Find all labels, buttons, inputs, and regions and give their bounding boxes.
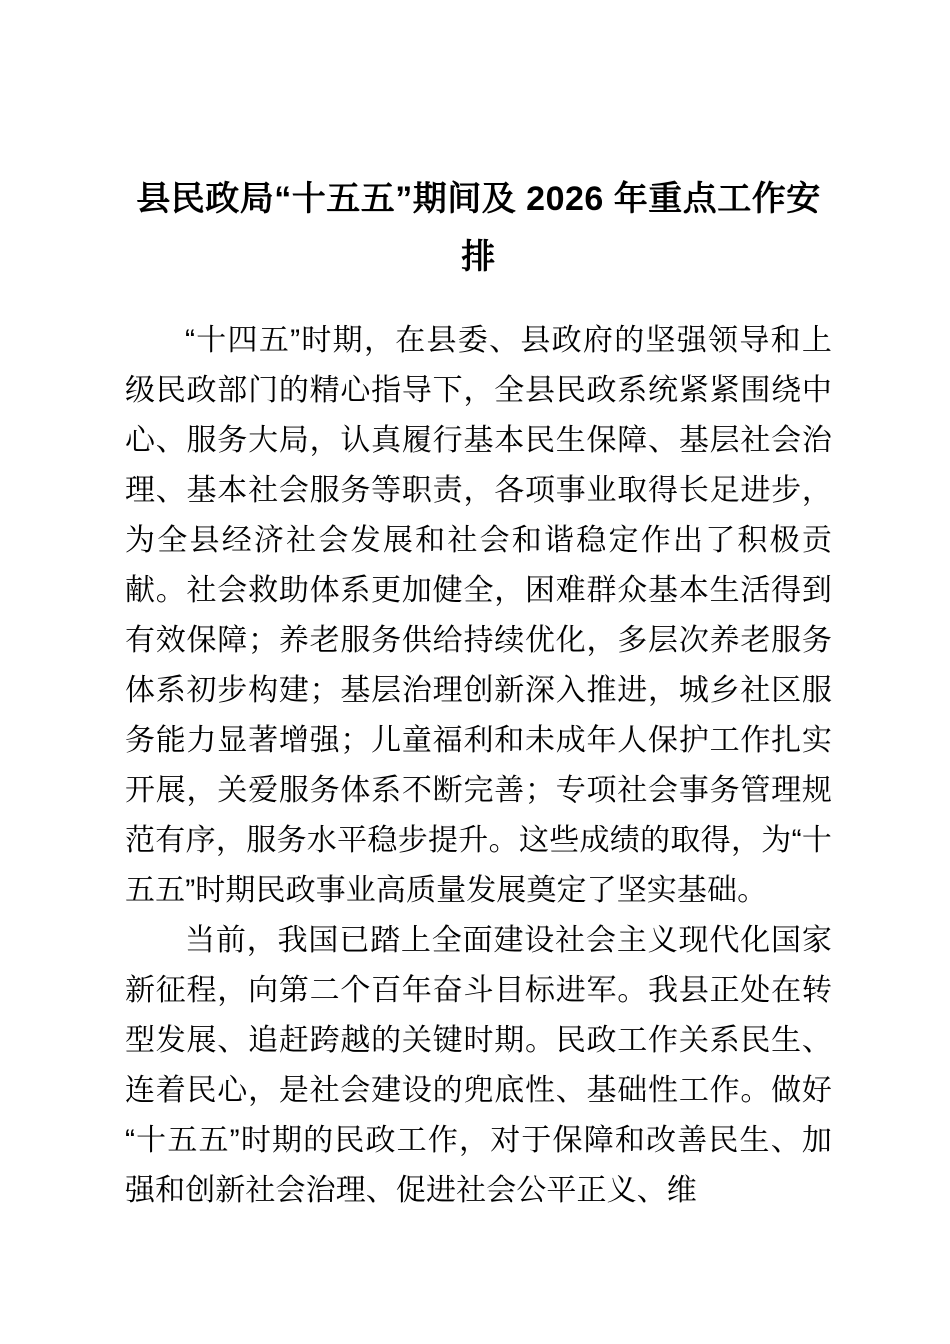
paragraph-current-situation: 当前，我国已踏上全面建设社会主义现代化国家新征程，向第二个百年奋斗目标进军。我县正处在转型发展、追赶跨越的关键时期。民政工作关系民生、连着民心，是社会建设的兜底性、基础性工作。做好“十五五”时期的民政工作，对于保障和改善民生、加强和创新社会治理、促进社会公平正义、维 [125, 924, 832, 1207]
document-title: 县民政局“十五五”期间及 2026 年重点工作安排 [136, 180, 821, 276]
page-content [125, 0, 832, 1216]
paragraph-achievements-review: “十四五”时期，在县委、县政府的坚强领导和上级民政部门的精心指导下，全县民政系统紧紧围绕中心、服务大局，认真履行基本民生保障、基层社会治理、基本社会服务等职责，各项事业取得长足进步，为全县经济社会发展和社会和谐稳定作出了积极贡献。社会救助体系更加健全，困难群众基本生活得到有效保障；养老服务供给持续优化，多层次养老服务体系初步构建；基层治理创新深入推进，城乡社区服务能力显著增强；儿童福利和未成年人保护工作扎实开展，关爱服务体系不断完善；专项社会事务管理规范有序，服务水平稳步提升。这些成绩的取得，为“十五五”时期民政事业高质量发展奠定了坚实基础。 [125, 324, 832, 907]
document-body [125, 316, 832, 1216]
